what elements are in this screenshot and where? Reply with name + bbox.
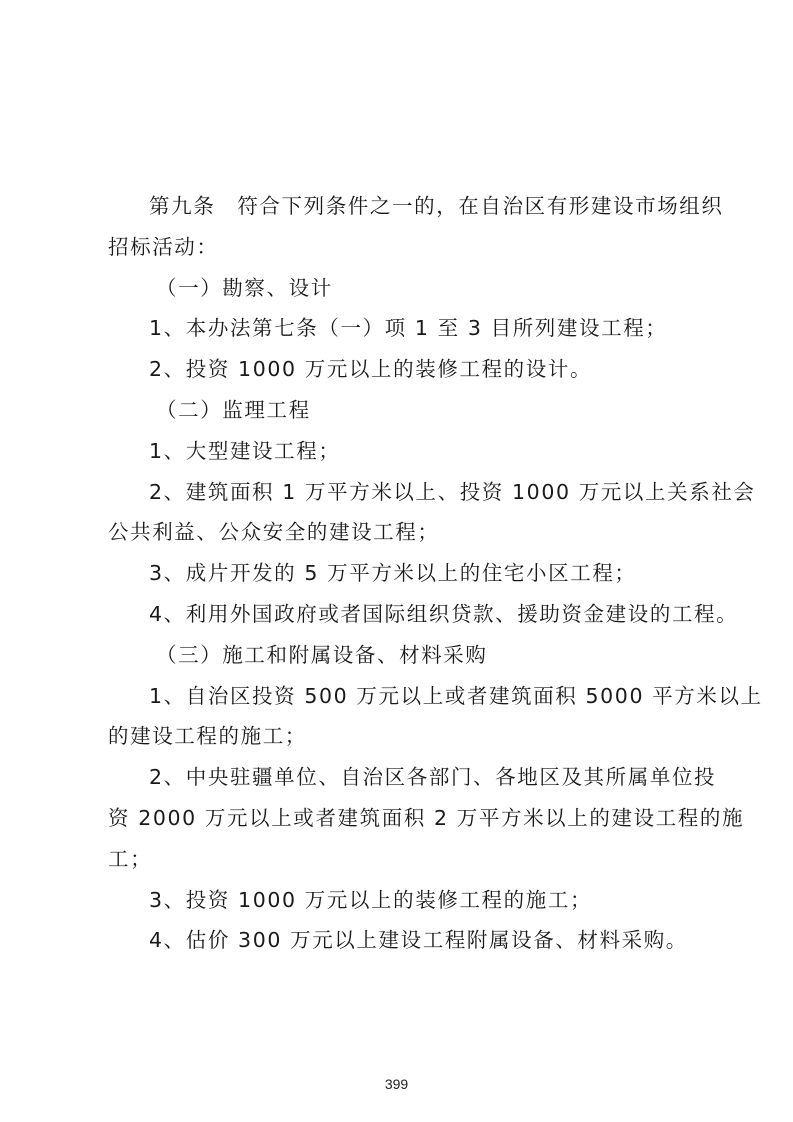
section-heading-supervision: （二）监理工程 (156, 397, 311, 422)
list-item-continuation: 工； (108, 846, 153, 871)
list-item-continuation: 资 2000 万元以上或者建筑面积 2 万平方米以上的建设工程的施 (108, 805, 745, 830)
list-item: 2、中央驻疆单位、自治区各部门、各地区及其所属单位投 (149, 765, 717, 790)
list-item: 2、投资 1000 万元以上的装修工程的设计。 (149, 357, 593, 382)
list-item-continuation: 公共利益、公众安全的建设工程； (108, 520, 440, 545)
list-item: 1、自治区投资 500 万元以上或者建筑面积 5000 平方米以上 (149, 683, 763, 708)
document-body (108, 186, 763, 961)
list-item: 4、估价 300 万元以上建设工程附属设备、材料采购。 (149, 928, 688, 953)
page-number: 399 (384, 1076, 409, 1092)
section-heading-survey-design: （一）勘察、设计 (156, 275, 333, 300)
list-item: 1、本办法第七条（一）项 1 至 3 目所列建设工程； (149, 316, 668, 341)
article-text: 符合下列条件之一的，在自治区有形建设市场组织 (237, 194, 724, 218)
list-item: 1、大型建设工程； (149, 438, 341, 463)
section-heading-construction-procurement: （三）施工和附属设备、材料采购 (156, 642, 488, 667)
list-item: 3、成片开发的 5 万平方米以上的住宅小区工程； (149, 561, 637, 586)
list-item: 3、投资 1000 万元以上的装修工程的施工； (149, 887, 593, 912)
article-heading: 第九条 (149, 194, 216, 218)
article-9-intro (108, 186, 724, 227)
list-item: 4、利用外国政府或者国际组织贷款、援助资金建设的工程。 (149, 601, 739, 626)
list-item-continuation: 的建设工程的施工； (108, 724, 307, 749)
paragraph-line: 招标活动： (108, 234, 219, 259)
list-item: 2、建筑面积 1 万平方米以上、投资 1000 万元以上关系社会 (149, 479, 756, 504)
